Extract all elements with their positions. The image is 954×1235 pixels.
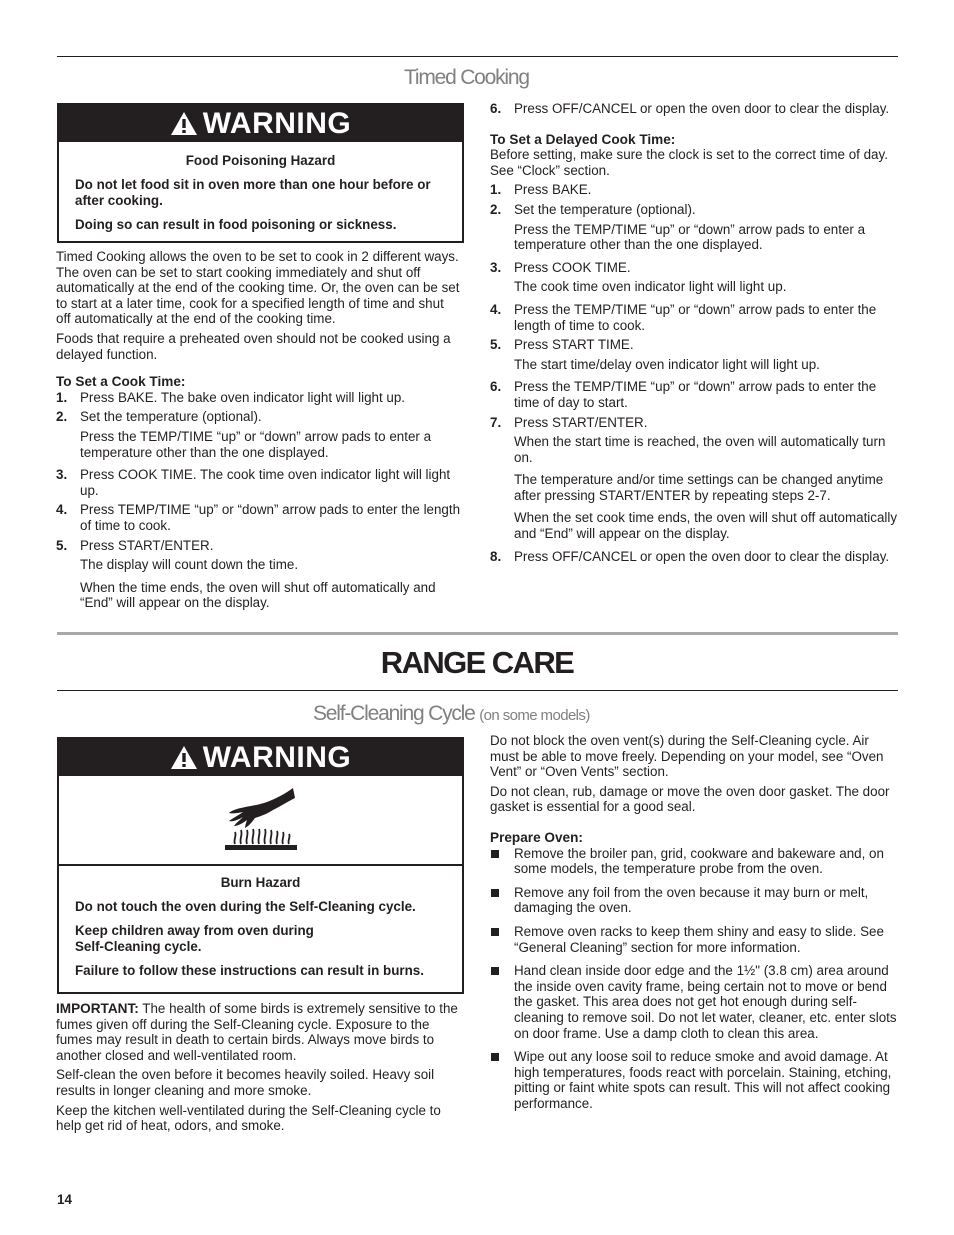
intro-paragraph: Timed Cooking allows the oven to be set to cook in 2 different ways. The oven can be set to start cooking immediately and shut off automatically at the end of the cooking time. Or, the oven can be set to start at a later time, cook for a specified length of time and shut off automatically at the end of the cooking time. xyxy=(56,249,460,327)
step-number: 4. xyxy=(56,502,68,518)
important-text: The health of some birds is extremely sensitive to the fumes given off during the Self-Cleaning cycle. Exposure to the fumes may result in death to certain birds. Always move birds to another closed and well-ventilated room. xyxy=(56,1001,458,1063)
delayed-intro: Before setting, make sure the clock is set to the correct time of day. See “Clock” section. xyxy=(490,147,888,178)
step-note: The display will count down the time. xyxy=(80,557,299,573)
step-note: The start time/delay oven indicator light will light up. xyxy=(514,356,820,372)
warning-line: Failure to follow these instructions can result in burns. xyxy=(75,963,424,978)
warning-banner xyxy=(59,739,462,776)
warning-line: Keep children away from oven during Self-Cleaning cycle. xyxy=(75,923,314,954)
step-note: The temperature and/or time settings can be changed anytime after pressing START/ENTER by repeating steps 2-7. xyxy=(514,472,884,503)
warning-line: Doing so can result in food poisoning or sickness. xyxy=(75,217,397,232)
self-clean-right-column xyxy=(490,733,898,1119)
self-cleaning-title xyxy=(313,702,590,726)
prepare-item xyxy=(490,1049,898,1111)
prepare-item-text: Remove the broiler pan, grid, cookware and bakeware and, on some models, the temperature probe from the oven. xyxy=(514,845,884,877)
bullet-icon xyxy=(491,850,499,858)
bullet-icon xyxy=(491,1053,499,1061)
step-note: Press the TEMP/TIME “up” or “down” arrow pads to enter a temperature other than the one displayed. xyxy=(514,221,866,253)
warning-triangle-icon xyxy=(170,745,198,770)
warning-hazard: Food Poisoning Hazard xyxy=(185,153,336,168)
self-cleaning-subtitle: (on some models) xyxy=(479,707,590,724)
prepare-oven-heading: Prepare Oven: xyxy=(490,829,583,845)
step-item xyxy=(490,337,900,353)
step-text: Press TEMP/TIME “up” or “down” arrow pads to enter the length of time to cook. xyxy=(80,502,461,533)
step-number: 4. xyxy=(490,301,502,317)
timed-cooking-right-column xyxy=(490,101,900,568)
step-text: Press OFF/CANCEL or open the oven door to clear the display. xyxy=(514,101,890,116)
step-item xyxy=(490,101,900,117)
burn-hazard-hand-icon xyxy=(221,786,301,854)
step-number: 5. xyxy=(56,537,68,553)
step-item xyxy=(490,182,900,198)
range-care-top-rule xyxy=(57,632,898,635)
bullet-icon xyxy=(491,928,499,936)
warning-banner xyxy=(59,105,462,142)
self-clean-paragraph: Self-clean the oven before it becomes heavily soiled. Heavy soil results in longer cleaning and more smoke. xyxy=(56,1067,435,1098)
step-item xyxy=(490,202,900,218)
step-note: The cook time oven indicator light will light up. xyxy=(514,279,787,295)
step-note: When the start time is reached, the oven will automatically turn on. xyxy=(514,434,886,465)
prepare-item-text: Hand clean inside door edge and the 1½" (3.8 cm) area around the inside oven cavity frame, being certain not to move or bend the gasket. This area does not get hot enough during self-cleaning to remove soil. Do not let water, cleaner, etc. enter slots on door frame. Use a damp cloth to clean this area. xyxy=(514,963,897,1041)
cook-time-steps xyxy=(56,390,462,611)
intro-paragraph: Foods that require a preheated oven should not be cooked using a delayed function. xyxy=(56,330,451,362)
page-number: 14 xyxy=(57,1192,72,1207)
step-text: Press COOK TIME. xyxy=(514,259,631,275)
warning-label: WARNING xyxy=(202,106,352,140)
top-rule xyxy=(57,56,898,57)
bullet-icon xyxy=(491,967,499,975)
prepare-item-text: Wipe out any loose soil to reduce smoke and avoid damage. At high temperatures, foods react with porcelain. Staining, etching, pitting or faint white spots can result. This will not affect cooking performance. xyxy=(514,1049,892,1111)
step-number: 3. xyxy=(490,259,502,275)
step-number: 1. xyxy=(56,389,68,405)
delayed-cook-heading: To Set a Delayed Cook Time: xyxy=(490,131,676,147)
step-text: Press OFF/CANCEL or open the oven door to clear the display. xyxy=(514,548,890,564)
step-note: When the set cook time ends, the oven will shut off automatically and “End” will appear on the display. xyxy=(514,510,898,542)
prepare-item-text: Remove any foil from the oven because it may burn or melt, damaging the oven. xyxy=(514,884,869,916)
step-number: 6. xyxy=(490,379,502,395)
step-number: 5. xyxy=(490,337,502,353)
prepare-item-text: Remove oven racks to keep them shiny and easy to slide. See “General Cleaning” section for more information. xyxy=(514,923,884,955)
step-item xyxy=(490,415,900,431)
step-text: Press COOK TIME. The cook time oven indicator light will light up. xyxy=(80,467,451,498)
step-text: Press START TIME. xyxy=(514,337,634,353)
prepare-item xyxy=(490,846,898,877)
step-item xyxy=(490,379,900,410)
important-label: IMPORTANT: xyxy=(56,1001,139,1016)
food-poisoning-warning-box xyxy=(57,103,464,243)
timed-cooking-title: Timed Cooking xyxy=(404,66,529,89)
step-item xyxy=(490,260,900,276)
step-number: 1. xyxy=(490,182,502,198)
step-text: Set the temperature (optional). xyxy=(80,409,262,425)
warning-line: Do not let food sit in oven more than one hour before or after cooking. xyxy=(75,177,431,208)
step-text: Press START/ENTER. xyxy=(514,414,648,430)
step-item xyxy=(56,538,462,554)
step-note: Press the TEMP/TIME “up” or “down” arrow pads to enter a temperature other than the one displayed. xyxy=(80,428,432,460)
prepare-item xyxy=(490,924,898,955)
bullet-icon xyxy=(491,889,499,897)
self-clean-paragraph: Do not block the oven vent(s) during the Self-Cleaning cycle. Air must be able to move freely. Depending on your model, see “Oven Vent” or “Oven Vents” section. xyxy=(490,733,884,780)
step-item xyxy=(56,502,462,533)
step-text: Press BAKE. xyxy=(514,182,592,198)
step-item xyxy=(490,302,900,333)
cook-time-heading: To Set a Cook Time: xyxy=(56,374,186,390)
important-paragraph xyxy=(56,1001,462,1063)
step-item xyxy=(56,467,462,498)
step-note: When the time ends, the oven will shut off automatically and “End” will appear on the display. xyxy=(80,579,436,611)
step-text: Press START/ENTER. xyxy=(80,537,214,553)
timed-cooking-left-column xyxy=(56,249,462,618)
warning-line: Do not touch the oven during the Self-Cleaning cycle. xyxy=(75,899,416,914)
step-item xyxy=(490,549,900,565)
prepare-item xyxy=(490,885,898,916)
step-number: 2. xyxy=(490,201,502,217)
warning-hazard: Burn Hazard xyxy=(220,875,301,890)
step-number: 2. xyxy=(56,409,68,425)
warning-label: WARNING xyxy=(202,740,352,774)
range-care-bottom-rule xyxy=(57,690,898,691)
prepare-oven-list xyxy=(490,846,898,1112)
burn-icon-panel xyxy=(59,776,462,866)
step-text: Press the TEMP/TIME “up” or “down” arrow pads to enter the time of day to start. xyxy=(514,379,877,410)
warning-body xyxy=(59,142,462,233)
step-text: Set the temperature (optional). xyxy=(514,201,696,217)
step-number: 8. xyxy=(490,548,502,564)
burn-hazard-warning-box xyxy=(57,737,464,994)
step-number: 7. xyxy=(490,414,502,430)
self-clean-left-column xyxy=(56,1001,462,1134)
cook-time-steps-continued xyxy=(490,101,900,117)
step-item xyxy=(56,409,462,425)
step-text: Press BAKE. The bake oven indicator light will light up. xyxy=(80,389,406,405)
self-clean-paragraph: Do not clean, rub, damage or move the oven door gasket. The door gasket is essential for a good seal. xyxy=(490,783,890,815)
step-number: 6. xyxy=(490,101,502,116)
warning-body xyxy=(59,866,462,979)
step-text: Press the TEMP/TIME “up” or “down” arrow pads to enter the length of time to cook. xyxy=(514,301,877,333)
step-number: 3. xyxy=(56,467,68,483)
range-care-title: RANGE CARE xyxy=(380,645,574,680)
self-cleaning-title-text: Self-Cleaning Cycle xyxy=(313,702,475,725)
step-item xyxy=(56,390,462,406)
warning-triangle-icon xyxy=(170,111,198,136)
self-clean-paragraph: Keep the kitchen well-ventilated during the Self-Cleaning cycle to help get rid of heat, odors, and smoke. xyxy=(56,1102,441,1134)
delayed-cook-steps xyxy=(490,182,900,564)
prepare-item xyxy=(490,963,898,1041)
